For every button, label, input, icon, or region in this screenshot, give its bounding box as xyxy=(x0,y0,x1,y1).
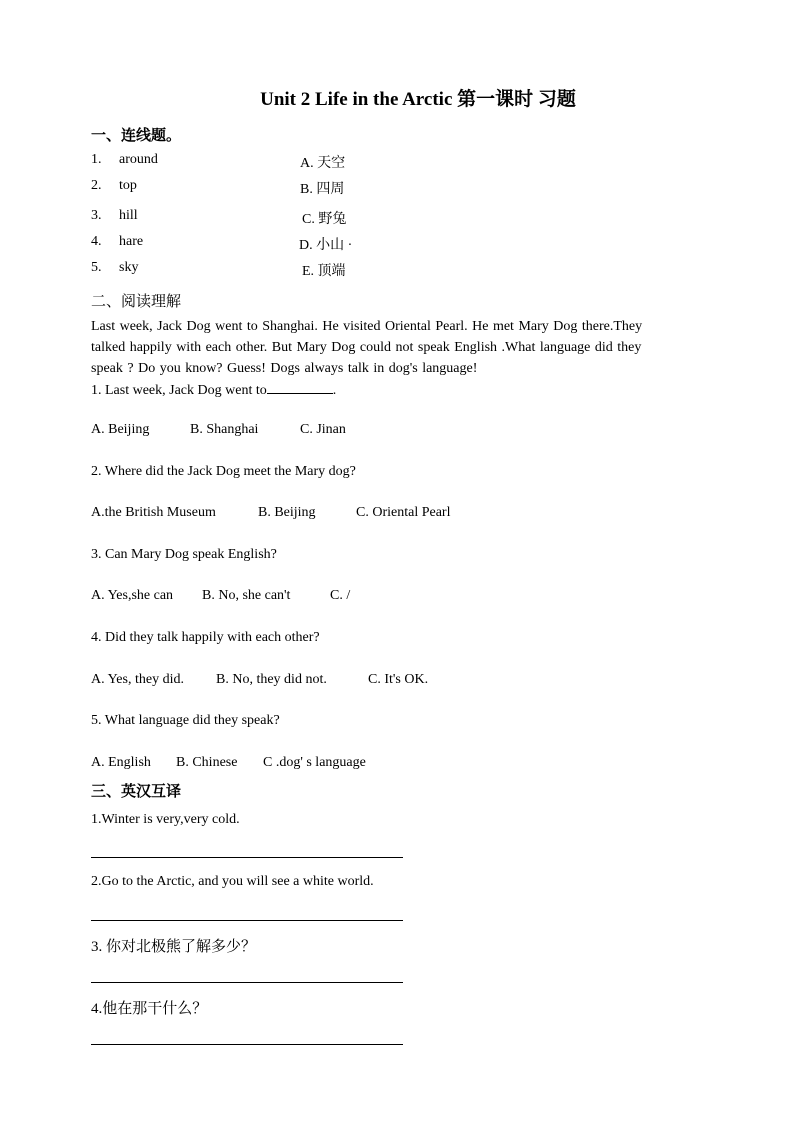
option-a: A. Yes,she can xyxy=(91,588,174,603)
match-word: top xyxy=(119,178,137,193)
translation-item-1: 1.Winter is very,very cold. xyxy=(91,812,240,827)
answer-blank xyxy=(267,381,333,394)
option-a: A. Yes, they did. xyxy=(91,672,184,687)
section-heading-reading: 二、阅读理解 xyxy=(91,294,182,310)
match-number: 3. xyxy=(91,208,102,223)
option-a: A. English xyxy=(91,755,151,770)
match-option: A. 天空 xyxy=(300,156,346,171)
translation-item-3: 3. 你对北极熊了解多少？ xyxy=(91,939,257,955)
translation-item-4: 4.他在那干什么？ xyxy=(91,1001,208,1017)
question-2: 2. Where did the Jack Dog meet the Mary dog? xyxy=(91,464,356,479)
question-end: . xyxy=(332,383,337,398)
match-word: around xyxy=(119,152,158,167)
option-b: B. No, they did not. xyxy=(216,672,327,687)
translation-item-2: 2.Go to the Arctic, and you will see a white world. xyxy=(91,874,374,889)
match-number: 1. xyxy=(91,152,102,167)
question-1 xyxy=(91,381,336,399)
option-b: B. Beijing xyxy=(258,505,316,520)
option-c: C. Jinan xyxy=(300,422,346,437)
answer-line xyxy=(91,920,403,921)
match-word: sky xyxy=(119,260,139,275)
match-word: hill xyxy=(119,208,138,223)
section-heading-matching: 一、连线题。 xyxy=(91,128,182,144)
option-a: A. Beijing xyxy=(91,422,150,437)
question-4: 4. Did they talk happily with each other? xyxy=(91,630,320,645)
option-b: B. Chinese xyxy=(176,755,238,770)
answer-line xyxy=(91,1044,403,1045)
question-text: 1. Last week, Jack Dog went to xyxy=(91,383,267,398)
answer-line xyxy=(91,857,403,858)
option-b: B. Shanghai xyxy=(190,422,259,437)
option-c: C. / xyxy=(330,588,351,603)
match-option: B. 四周 xyxy=(300,182,345,197)
reading-passage: Last week, Jack Dog went to Shanghai. He visited Oriental Pearl. He met Mary Dog there.They talked happily with each other. But Mary Dog could not speak English .What language did they speak ? Do you know? Guess! Dogs always talk in dog's language! xyxy=(91,319,643,376)
match-number: 4. xyxy=(91,234,102,249)
match-word: hare xyxy=(119,234,144,249)
match-option: C. 野兔 xyxy=(302,212,347,227)
option-c: C. It's OK. xyxy=(368,672,429,687)
option-a: A.the British Museum xyxy=(91,505,216,520)
option-c: C. Oriental Pearl xyxy=(356,505,451,520)
answer-line xyxy=(91,982,403,983)
match-number: 5. xyxy=(91,260,102,275)
match-number: 2. xyxy=(91,178,102,193)
section-heading-translation: 三、英汉互译 xyxy=(91,784,182,800)
option-b: B. No, she can't xyxy=(202,588,291,603)
question-3: 3. Can Mary Dog speak English? xyxy=(91,547,277,562)
question-5: 5. What language did they speak? xyxy=(91,713,280,728)
page-title: Unit 2 Life in the Arctic 第一课时 习题 xyxy=(260,89,576,110)
option-c: C .dog' s language xyxy=(263,755,366,770)
match-option: E. 顶端 xyxy=(302,264,346,279)
match-option: D. 小山 · xyxy=(299,238,353,253)
